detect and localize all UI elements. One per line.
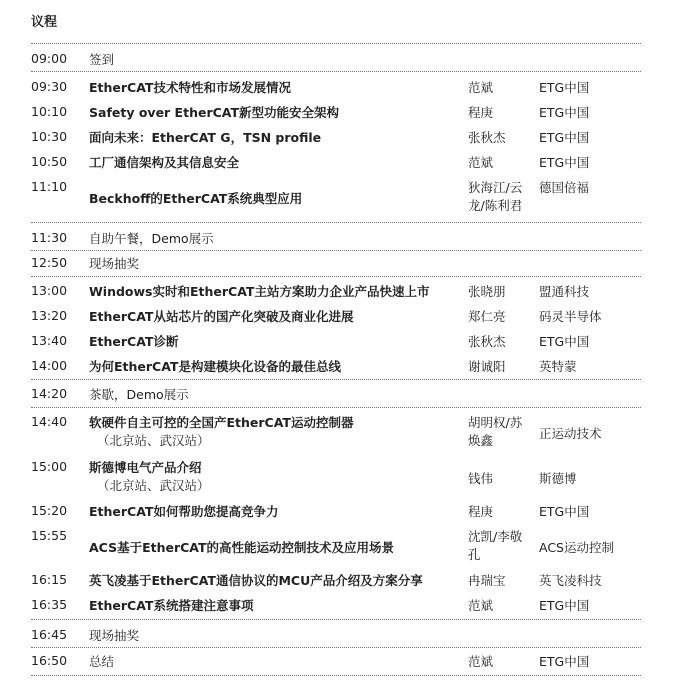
agenda-topic-title: 软硬件自主可控的全国产EtherCAT运动控制器 (89, 415, 354, 430)
agenda-time: 10:10 (31, 104, 68, 119)
agenda-speaker: 程庚 (468, 504, 494, 519)
agenda-row (31, 459, 641, 499)
agenda-topic-title: 斯德博电气产品介绍 (89, 460, 202, 475)
agenda-time: 11:30 (31, 230, 68, 245)
agenda-speaker: 胡明权/苏焕鑫 (468, 415, 523, 448)
agenda-topic-note: （北京站、武汉站） (97, 433, 210, 448)
agenda-topic-note: （北京站、武汉站） (97, 478, 210, 493)
agenda-speaker: 谢诚阳 (468, 359, 506, 374)
agenda-topic: 面向未来：EtherCAT G，TSN profile (89, 130, 322, 145)
agenda-topic: 现场抽奖 (89, 256, 140, 271)
agenda-row (31, 572, 641, 590)
agenda-org: 德国倍福 (539, 180, 590, 195)
agenda-topic: Beckhoff的EtherCAT系统典型应用 (89, 191, 303, 206)
agenda-row (31, 597, 641, 615)
separator (31, 222, 641, 223)
agenda-org: ACS运动控制 (539, 540, 614, 555)
agenda-speaker: 程庚 (468, 105, 494, 120)
agenda-row (31, 503, 641, 521)
agenda-time: 13:00 (31, 283, 68, 298)
agenda-topic (89, 459, 464, 495)
separator (31, 675, 641, 676)
agenda-org: 英飞凌科技 (539, 573, 602, 588)
agenda-row (31, 255, 641, 273)
agenda-org: ETG中国 (539, 155, 590, 170)
agenda-speaker: 狄海江/云龙/陈利君 (468, 180, 523, 213)
agenda-row (31, 386, 641, 404)
agenda-time: 09:00 (31, 51, 68, 66)
agenda-topic: 总结 (89, 654, 115, 669)
agenda-org: ETG中国 (539, 334, 590, 349)
agenda-org: 斯德博 (539, 471, 577, 486)
agenda-topic: Safety over EtherCAT新型功能安全架构 (89, 105, 340, 120)
agenda-topic: EtherCAT技术特性和市场发展情况 (89, 80, 291, 95)
separator (31, 647, 641, 648)
separator (31, 379, 641, 380)
agenda-org: ETG中国 (539, 504, 590, 519)
agenda-row (31, 627, 641, 645)
agenda-org: 英特蒙 (539, 359, 577, 374)
agenda-time: 15:55 (31, 528, 68, 543)
agenda-topic: 现场抽奖 (89, 628, 140, 643)
agenda-speaker: 钱伟 (468, 471, 494, 486)
agenda-org: ETG中国 (539, 80, 590, 95)
agenda-topic: EtherCAT如何帮助您提高竞争力 (89, 504, 279, 519)
agenda-time: 15:00 (31, 459, 68, 474)
agenda-row (31, 358, 641, 376)
agenda-row (31, 414, 641, 454)
agenda-speaker: 范斌 (468, 598, 494, 613)
agenda-topic: ACS基于EtherCAT的高性能运动控制技术及应用场景 (89, 540, 395, 555)
agenda-speaker: 冉瑞宝 (468, 573, 506, 588)
agenda-time: 10:30 (31, 129, 68, 144)
agenda-time: 14:20 (31, 386, 68, 401)
agenda-row (31, 653, 641, 671)
agenda-row (31, 528, 641, 568)
agenda-speaker: 张晓朋 (468, 284, 506, 299)
agenda-speaker: 沈凯/李敬孔 (468, 529, 523, 562)
agenda-speaker: 张秋杰 (468, 130, 506, 145)
agenda-org: ETG中国 (539, 598, 590, 613)
agenda-row (31, 79, 641, 97)
separator (31, 250, 641, 251)
agenda-topic: 为何EtherCAT是构建模块化设备的最佳总线 (89, 359, 341, 374)
agenda-topic: Windows实时和EtherCAT主站方案助力企业产品快速上市 (89, 284, 430, 299)
agenda-topic: 茶歇，Demo展示 (89, 387, 189, 402)
agenda-time: 10:50 (31, 154, 68, 169)
agenda-topic: EtherCAT系统搭建注意事项 (89, 598, 254, 613)
agenda-heading: 议程 (31, 15, 58, 30)
agenda-topic: 工厂通信架构及其信息安全 (89, 155, 240, 170)
agenda-topic (89, 414, 464, 450)
agenda-org: 盟通科技 (539, 284, 590, 299)
separator (31, 276, 641, 277)
agenda-row (31, 230, 641, 248)
agenda-row (31, 104, 641, 122)
agenda-org: ETG中国 (539, 130, 590, 145)
agenda-topic: 自助午餐，Demo展示 (89, 231, 214, 246)
agenda-speaker: 郑仁亮 (468, 309, 506, 324)
agenda-row (31, 51, 641, 69)
agenda-topic: EtherCAT从站芯片的国产化突破及商业化进展 (89, 309, 354, 324)
agenda-time: 13:20 (31, 308, 68, 323)
agenda-org: ETG中国 (539, 105, 590, 120)
separator (31, 43, 641, 44)
agenda-time: 13:40 (31, 333, 68, 348)
agenda-row (31, 129, 641, 147)
separator (31, 71, 641, 72)
agenda-topic: 英飞凌基于EtherCAT通信协议的MCU产品介绍及方案分享 (89, 573, 423, 588)
separator (31, 407, 641, 408)
agenda-row (31, 333, 641, 351)
agenda-speaker: 范斌 (468, 654, 494, 669)
agenda-row (31, 308, 641, 326)
separator (31, 619, 641, 620)
agenda-time: 15:20 (31, 503, 68, 518)
agenda-org: 码灵半导体 (539, 309, 602, 324)
agenda-org: ETG中国 (539, 654, 590, 669)
agenda-topic: EtherCAT诊断 (89, 334, 179, 349)
agenda-topic: 签到 (89, 52, 115, 67)
agenda-speaker: 张秋杰 (468, 334, 506, 349)
agenda-row (31, 179, 641, 219)
agenda-time: 11:10 (31, 179, 68, 194)
agenda-row (31, 154, 641, 172)
agenda-time: 16:50 (31, 653, 68, 668)
agenda-speaker: 范斌 (468, 80, 494, 95)
agenda-time: 09:30 (31, 79, 68, 94)
agenda-time: 16:45 (31, 627, 68, 642)
agenda-org: 正运动技术 (539, 426, 602, 441)
agenda-time: 14:40 (31, 414, 68, 429)
agenda-time: 16:35 (31, 597, 68, 612)
agenda-row (31, 283, 641, 301)
agenda-speaker: 范斌 (468, 155, 494, 170)
agenda-time: 12:50 (31, 255, 68, 270)
agenda-time: 16:15 (31, 572, 68, 587)
agenda-time: 14:00 (31, 358, 68, 373)
